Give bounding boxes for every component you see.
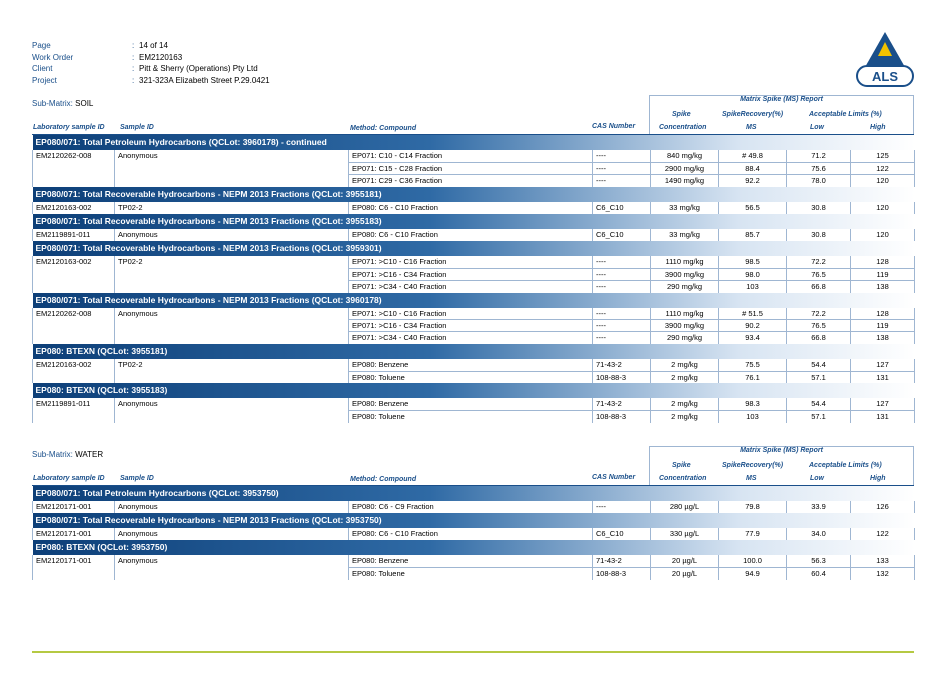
ms-header: MS (746, 124, 757, 131)
lab-sample-id-cell (33, 332, 115, 344)
spike-header: Spike (672, 462, 691, 469)
submatrix-value: WATER (75, 450, 104, 459)
compound-cell: EP080: Benzene (349, 359, 593, 371)
limit-high-cell: 127 (851, 359, 915, 371)
sample-id-cell (115, 332, 349, 344)
sample-id-cell: Anonymous (115, 555, 349, 567)
sample-id-cell: TP02-2 (115, 202, 349, 214)
colon: : (132, 41, 135, 50)
spike-concentration-cell: 33 mg/kg (651, 229, 719, 241)
spike-concentration-cell: 1110 mg/kg (651, 308, 719, 320)
table-row (33, 320, 915, 332)
colon: : (132, 52, 135, 62)
qc-lot-group-header (33, 187, 915, 202)
qc-lot-group-header (33, 293, 915, 308)
sample-id-cell (115, 568, 349, 580)
spike-recovery-cell: 56.5 (719, 202, 787, 214)
header-row-page (32, 40, 332, 52)
sample-id-cell (115, 162, 349, 174)
table-row (33, 411, 915, 423)
sample-id-cell: Anonymous (115, 308, 349, 320)
spike-concentration-cell: 2 mg/kg (651, 359, 719, 371)
spike-recovery-cell: 93.4 (719, 332, 787, 344)
limit-low-cell: 75.6 (787, 162, 851, 174)
limit-low-cell: 30.8 (787, 229, 851, 241)
lab-sample-id-cell: EM2120262-008 (33, 150, 115, 162)
limit-high-cell: 128 (851, 256, 915, 268)
sample-id-cell (115, 411, 349, 423)
header-row-project (32, 75, 332, 87)
limit-low-cell: 76.5 (787, 320, 851, 332)
compound-cell: EP080: Benzene (349, 555, 593, 567)
limit-low-cell: 54.4 (787, 398, 851, 410)
spike-recovery-cell: 76.1 (719, 371, 787, 383)
cas-header: CAS Number (592, 474, 636, 481)
limit-low-cell: 66.8 (787, 280, 851, 292)
cas-number-cell: ---- (593, 174, 651, 186)
limit-low-cell: 72.2 (787, 256, 851, 268)
sample-id-cell (115, 268, 349, 280)
cas-number-cell: 108-88-3 (593, 371, 651, 383)
limit-high-cell: 120 (851, 174, 915, 186)
method-header: Method: Compound (350, 476, 417, 483)
spike-recovery-cell: 90.2 (719, 320, 787, 332)
sample-id-cell (115, 320, 349, 332)
lab-sample-id-cell: EM2120163-002 (33, 359, 115, 371)
qc-lot-group-header (33, 344, 915, 359)
group-title: EP080/071: Total Recoverable Hydrocarbons - NEPM 2013 Fractions (QCLot: 3953750) (33, 513, 915, 528)
report-header (32, 40, 332, 86)
group-title: EP080: BTEXN (QCLot: 3955181) (33, 344, 915, 359)
limit-low-cell: 60.4 (787, 568, 851, 580)
page-label: Page (32, 41, 51, 50)
spike-concentration-cell: 2900 mg/kg (651, 162, 719, 174)
spike-recovery-cell: 77.9 (719, 528, 787, 540)
lab-sample-id-cell: EM2119891-011 (33, 229, 115, 241)
project-label: Project (32, 75, 57, 85)
compound-cell: EP071: >C10 - C16 Fraction (349, 308, 593, 320)
compound-cell: EP080: Toluene (349, 371, 593, 383)
limit-low-cell: 30.8 (787, 202, 851, 214)
spike-header: Spike (672, 111, 691, 118)
compound-cell: EP080: C6 - C10 Fraction (349, 202, 593, 214)
group-title: EP080: BTEXN (QCLot: 3953750) (33, 540, 915, 555)
limit-high-cell: 128 (851, 308, 915, 320)
spike-concentration-cell: 330 µg/L (651, 528, 719, 540)
limit-high-cell: 122 (851, 528, 915, 540)
spike-recovery-cell: 75.5 (719, 359, 787, 371)
group-title: EP080/071: Total Petroleum Hydrocarbons (QCLot: 3960178) - continued (33, 135, 915, 150)
compound-cell: EP071: C29 - C36 Fraction (349, 174, 593, 186)
spike-recovery-cell: # 51.5 (719, 308, 787, 320)
compound-cell: EP080: C6 - C10 Fraction (349, 229, 593, 241)
qc-lot-group-header (33, 383, 915, 398)
spike-concentration-cell: 2 mg/kg (651, 411, 719, 423)
limit-high-cell: 122 (851, 162, 915, 174)
cas-number-cell: ---- (593, 150, 651, 162)
limit-low-cell: 76.5 (787, 268, 851, 280)
lab-id-header: Laboratory sample ID (33, 475, 105, 482)
footer-divider (32, 651, 914, 653)
limit-low-cell: 66.8 (787, 332, 851, 344)
compound-cell: EP080: Benzene (349, 398, 593, 410)
compound-cell: EP071: >C34 - C40 Fraction (349, 280, 593, 292)
sample-id-cell: Anonymous (115, 501, 349, 513)
table-row (33, 150, 915, 162)
qc-lot-group-header (33, 513, 915, 528)
qc-lot-group-header (33, 214, 915, 229)
spike-recovery-cell: 100.0 (719, 555, 787, 567)
low-header: Low (810, 124, 824, 131)
sample-id-cell: Anonymous (115, 150, 349, 162)
spike-concentration-cell: 33 mg/kg (651, 202, 719, 214)
cas-number-cell: ---- (593, 256, 651, 268)
water-table-body (33, 486, 915, 580)
limit-low-cell: 71.2 (787, 150, 851, 162)
qc-lot-group-header (33, 135, 915, 150)
spike-concentration-cell: 20 µg/L (651, 568, 719, 580)
ms-report-title: Matrix Spike (MS) Report (740, 96, 823, 103)
spike-concentration-cell: 3900 mg/kg (651, 320, 719, 332)
page-value: 14 of 14 (139, 41, 168, 50)
lab-sample-id-cell: EM2120171-001 (33, 501, 115, 513)
lab-sample-id-cell (33, 320, 115, 332)
lab-id-header: Laboratory sample ID (33, 124, 105, 131)
cas-header: CAS Number (592, 123, 636, 130)
spike-recovery-cell: 79.8 (719, 501, 787, 513)
cas-number-cell: 71-43-2 (593, 555, 651, 567)
cas-number-cell: ---- (593, 308, 651, 320)
qc-lot-group-header (33, 540, 915, 555)
work-order-value: EM2120163 (139, 52, 183, 62)
cas-number-cell: C6_C10 (593, 229, 651, 241)
lab-sample-id-cell (33, 268, 115, 280)
colon: : (132, 75, 135, 85)
spike-concentration-cell: 2 mg/kg (651, 371, 719, 383)
compound-cell: EP080: Toluene (349, 568, 593, 580)
group-title: EP080/071: Total Recoverable Hydrocarbons - NEPM 2013 Fractions (QCLot: 3960178) (33, 293, 915, 308)
limit-high-cell: 125 (851, 150, 915, 162)
spike-concentration-cell: 3900 mg/kg (651, 268, 719, 280)
group-title: EP080/071: Total Petroleum Hydrocarbons (QCLot: 3953750) (33, 486, 915, 501)
table-row (33, 268, 915, 280)
table-row (33, 174, 915, 186)
table-row (33, 528, 915, 540)
lab-sample-id-cell (33, 411, 115, 423)
group-title: EP080: BTEXN (QCLot: 3955183) (33, 383, 915, 398)
client-label: Client (32, 64, 53, 73)
limit-low-cell: 56.3 (787, 555, 851, 567)
table-row (33, 202, 915, 214)
water-column-header (32, 446, 914, 486)
spike-concentration-cell: 290 mg/kg (651, 280, 719, 292)
compound-cell: EP080: Toluene (349, 411, 593, 423)
limit-high-cell: 126 (851, 501, 915, 513)
limits-header: Acceptable Limits (%) (809, 462, 882, 469)
lab-sample-id-cell: EM2120163-002 (33, 256, 115, 268)
recovery-header: SpikeRecovery(%) (722, 462, 784, 469)
compound-cell: EP071: >C34 - C40 Fraction (349, 332, 593, 344)
lab-sample-id-cell: EM2120171-001 (33, 528, 115, 540)
sample-id-cell: Anonymous (115, 398, 349, 410)
group-title: EP080/071: Total Recoverable Hydrocarbons - NEPM 2013 Fractions (QCLot: 3955181) (33, 187, 915, 202)
lab-sample-id-cell (33, 162, 115, 174)
limit-low-cell: 54.4 (787, 359, 851, 371)
table-row (33, 359, 915, 371)
compound-cell: EP071: C10 - C14 Fraction (349, 150, 593, 162)
submatrix-label: Sub-Matrix: (32, 450, 73, 459)
lab-sample-id-cell (33, 174, 115, 186)
sample-id-cell: TP02-2 (115, 256, 349, 268)
spike-recovery-cell: 92.2 (719, 174, 787, 186)
limit-high-cell: 138 (851, 332, 915, 344)
limit-high-cell: 127 (851, 398, 915, 410)
limit-low-cell: 72.2 (787, 308, 851, 320)
spike-recovery-cell: 98.0 (719, 268, 787, 280)
spike-concentration-cell: 1490 mg/kg (651, 174, 719, 186)
table-row (33, 162, 915, 174)
limit-low-cell: 78.0 (787, 174, 851, 186)
soil-table-body (33, 135, 915, 423)
group-title: EP080/071: Total Recoverable Hydrocarbons - NEPM 2013 Fractions (QCLot: 3959301) (33, 241, 915, 256)
spike-recovery-cell: 103 (719, 280, 787, 292)
limit-high-cell: 132 (851, 568, 915, 580)
client-value: Pitt & Sherry (Operations) Pty Ltd (139, 64, 258, 73)
cas-number-cell: C6_C10 (593, 202, 651, 214)
table-row (33, 229, 915, 241)
table-row (33, 371, 915, 383)
sample-id-cell (115, 174, 349, 186)
cas-number-cell: ---- (593, 162, 651, 174)
compound-cell: EP080: C6 - C9 Fraction (349, 501, 593, 513)
cas-number-cell: 71-43-2 (593, 359, 651, 371)
recovery-header: SpikeRecovery(%) (722, 111, 784, 118)
table-row (33, 568, 915, 580)
spike-recovery-cell: 88.4 (719, 162, 787, 174)
group-title: EP080/071: Total Recoverable Hydrocarbons - NEPM 2013 Fractions (QCLot: 3955183) (33, 214, 915, 229)
table-row (33, 398, 915, 410)
table-row (33, 332, 915, 344)
spike-concentration-cell: 280 µg/L (651, 501, 719, 513)
limit-high-cell: 131 (851, 371, 915, 383)
spike-recovery-cell: 85.7 (719, 229, 787, 241)
sample-id-cell: TP02-2 (115, 359, 349, 371)
lab-sample-id-cell: EM2120171-001 (33, 555, 115, 567)
sample-id-cell (115, 371, 349, 383)
limit-high-cell: 119 (851, 268, 915, 280)
qc-lot-group-header (33, 486, 915, 501)
concentration-header: Concentration (659, 124, 707, 131)
spike-recovery-cell: 94.9 (719, 568, 787, 580)
ms-report-title: Matrix Spike (MS) Report (740, 447, 823, 454)
compound-cell: EP071: >C16 - C34 Fraction (349, 268, 593, 280)
table-row (33, 256, 915, 268)
limit-low-cell: 34.0 (787, 528, 851, 540)
spike-concentration-cell: 1110 mg/kg (651, 256, 719, 268)
limit-low-cell: 57.1 (787, 411, 851, 423)
sample-id-header: Sample ID (120, 475, 154, 482)
table-row (33, 501, 915, 513)
lab-sample-id-cell (33, 371, 115, 383)
cas-number-cell: C6_C10 (593, 528, 651, 540)
soil-results-table (32, 135, 915, 423)
cas-number-cell: 108-88-3 (593, 568, 651, 580)
cas-number-cell: ---- (593, 268, 651, 280)
limit-high-cell: 120 (851, 229, 915, 241)
soil-submatrix (32, 99, 93, 108)
high-header: High (870, 475, 886, 482)
limit-high-cell: 119 (851, 320, 915, 332)
low-header: Low (810, 475, 824, 482)
table-row (33, 308, 915, 320)
submatrix-label: Sub-Matrix: (32, 99, 73, 108)
spike-concentration-cell: 20 µg/L (651, 555, 719, 567)
cas-number-cell: 108-88-3 (593, 411, 651, 423)
limit-low-cell: 33.9 (787, 501, 851, 513)
compound-cell: EP080: C6 - C10 Fraction (349, 528, 593, 540)
work-order-label: Work Order (32, 52, 74, 62)
lab-sample-id-cell: EM2119891-011 (33, 398, 115, 410)
cas-number-cell: 71-43-2 (593, 398, 651, 410)
water-results-table (32, 486, 915, 580)
soil-column-header (32, 95, 914, 135)
lab-sample-id-cell (33, 280, 115, 292)
project-value: 321-323A Elizabeth Street P.29.0421 (139, 75, 270, 85)
cas-number-cell: ---- (593, 320, 651, 332)
limits-header: Acceptable Limits (%) (809, 111, 882, 118)
spike-recovery-cell: # 49.8 (719, 150, 787, 162)
als-logo-icon (854, 30, 916, 92)
header-row-client (32, 63, 332, 75)
cas-number-cell: ---- (593, 332, 651, 344)
sample-id-cell: Anonymous (115, 528, 349, 540)
water-submatrix (32, 450, 103, 459)
sample-id-header: Sample ID (120, 124, 154, 131)
table-row (33, 280, 915, 292)
concentration-header: Concentration (659, 475, 707, 482)
method-header: Method: Compound (350, 125, 417, 132)
spike-recovery-cell: 103 (719, 411, 787, 423)
spike-concentration-cell: 2 mg/kg (651, 398, 719, 410)
spike-concentration-cell: 290 mg/kg (651, 332, 719, 344)
sample-id-cell (115, 280, 349, 292)
limit-high-cell: 131 (851, 411, 915, 423)
table-row (33, 555, 915, 567)
high-header: High (870, 124, 886, 131)
cas-number-cell: ---- (593, 280, 651, 292)
lab-sample-id-cell: EM2120262-008 (33, 308, 115, 320)
colon: : (132, 64, 135, 73)
compound-cell: EP071: >C16 - C34 Fraction (349, 320, 593, 332)
limit-high-cell: 133 (851, 555, 915, 567)
lab-sample-id-cell (33, 568, 115, 580)
lab-sample-id-cell: EM2120163-002 (33, 202, 115, 214)
ms-header: MS (746, 475, 757, 482)
qc-lot-group-header (33, 241, 915, 256)
spike-concentration-cell: 840 mg/kg (651, 150, 719, 162)
spike-recovery-cell: 98.3 (719, 398, 787, 410)
limit-high-cell: 120 (851, 202, 915, 214)
compound-cell: EP071: C15 - C28 Fraction (349, 162, 593, 174)
header-row-work-order (32, 52, 332, 64)
limit-low-cell: 57.1 (787, 371, 851, 383)
logo-text: ALS (872, 69, 898, 84)
compound-cell: EP071: >C10 - C16 Fraction (349, 256, 593, 268)
spike-recovery-cell: 98.5 (719, 256, 787, 268)
submatrix-value: SOIL (75, 99, 94, 108)
limit-high-cell: 138 (851, 280, 915, 292)
sample-id-cell: Anonymous (115, 229, 349, 241)
cas-number-cell: ---- (593, 501, 651, 513)
